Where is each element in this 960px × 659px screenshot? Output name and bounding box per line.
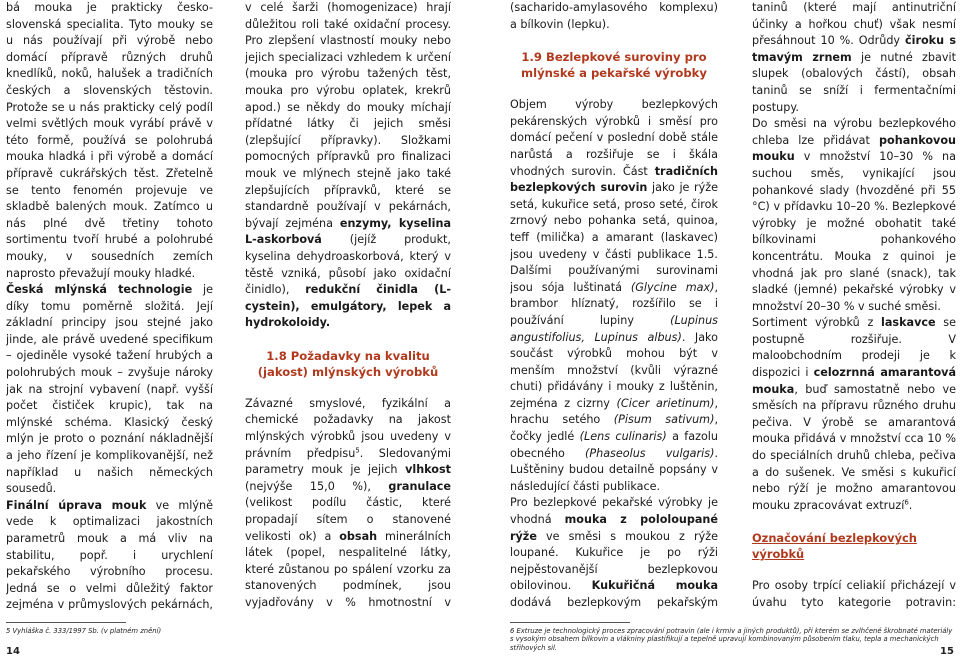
paragraph: Česká mlýnská technologie je díky tomu poměrně složitá. Její základní principy jsou stejné jako jinde, ale právě uvedené specifikum – ojediněle vysoké tažení hrubých a polohrubých mouk – zvyšuje nároky jak na strojní vybavení (např. vyšší počet čističek krupic), tak na mlýnské schéma. Klasický český mlýn je proto o poznání nákladnější a jeho řízení je komplikovanější, než například u našich německých sousedů. — [6, 283, 213, 496]
page-number-right: 15 — [940, 646, 954, 657]
right-page-column-2 — [752, 0, 956, 610]
section-heading: 1.9 Bezlepkové suroviny pro mlýnské a pekařské výrobky — [521, 50, 707, 81]
footnote-6: 6 Extruze je technologický proces zpracování potravin (ale i krmiv a jiných produktů), při kterém se zvlhčené škrobnaté materiály s vysokým obsahem bílkovin a vlákniny plastifikují a tepelně upravují kombinovaným působením tlaku, tepla a mechanických střihových sil. — [510, 627, 953, 652]
footnote-rule — [6, 622, 126, 623]
footnote-rule — [510, 622, 630, 623]
paragraph: Finální úprava mouk ve mlýně vede k optimalizaci jakostních parametrů mouk a má vliv na stabilitu, popř. i urychlení pekařského výrobního procesu. Jedná se o velmi důležitý faktor zejména v průmyslových pekárnách, — [6, 498, 213, 610]
left-page-column-2 — [245, 0, 451, 610]
subsection-heading: Označování bezlepkových výrobků — [752, 531, 917, 562]
paragraph: Sortiment výrobků z laskavce se postupně rozšiřuje. V maloobchodním prodeji je k dispozici i celozrnná amarantová mouka, buď samostatně nebo ve směsích na přípravu různého druhu pečiva. V ýrobě se amarantová mouka přidává v množství cca 10 % do speciálních druhů chleba, pečiva a do sušenek. Ve směsi s kukuřicí nebo rýží je možno amarantovou mouku zpracovávat extruzí$^6$. — [752, 316, 956, 512]
paragraph: Pro bezlepkové pekařské výrobky je vhodná mouka z pololoupané rýže ve směsi s moukou z rýže loupané. Kukuřice je po rýži nejpěstovanější bezlepkovou obilovinou. Kukuřičná mouka dodává bezlepkovým pekařským — [510, 496, 718, 609]
paragraph: bá mouka je prakticky česko-slovenská specialita. Tyto mouky se u nás používají při výrobě nebo domácí přípravě různých druhů knedlíků, noků, halušek a tradičních českých a slovenských těstovin. Protože se u nás prakticky celý podíl velmi světlých mouk vyrábí právě v této formě, používá se polohrubá mouka hladká i při výrobě a domácí přípravě cukrářských těst. Zřetelně se tento fenomén projevuje ve skladbě balených mouk. Zatímco u nás plné dvě třetiny tohoto sortimentu tvoří hrubé a polohrubé mouky, v sousedních zemích naprosto převažují mouky hladké. — [6, 1, 213, 280]
section-heading: 1.8 Požadavky na kvalitu (jakost) mlýnských výrobků — [257, 348, 439, 379]
paragraph: Objem výroby bezlepkových pekárenských výrobků i směsí pro domácí pečení v poslední době stále narůstá a rozšiřuje se i škála vhodných surovin. Část tradičních bezlepkových surovin jako je rýže setá, kukuřice setá, proso seté, čirok zrnový nebo pohanka setá, quinoa, teff (milička) a amarant (laskavec) jsou uvedeny v části publikace 1.5. Dalšími používanými surovinami jsou sója luštinatá (Glycine max), brambor hlíznatý, rozšířilo se i používání lupiny (Lupinus angustifolius, Lupinus albus). Jako součást výrobků mohou být v menším množství (kvůli výrazné chuti) přidávány i mouky z luštěnin, zejména z cizrny (Cicer arietinum), hrachu setého (Pisum sativum), čočky jedlé (Lens culinaris) a fazolu obecného (Phaseolus vulgaris). Luštěniny budou detailně popsány v následující části publikace. — [510, 98, 718, 493]
right-page-column-1 — [510, 0, 718, 610]
footnote-5: 5 Vyhláška č. 333/1997 Sb. (v platném znění) — [6, 627, 162, 635]
paragraph: Do směsi na výrobu bezlepkového chleba lze přidávat pohankovou mouku v množství 10–30 % na suchou směs, vynikající jsou pohankové slady (hvozděné při 55 °C) v přídavku 10–20 %. Bezlepkové výrobky je možné obohatit také bílkovinami pohankového koncentrátu. Mouka z quinoi je vhodná jak pro slané (snack), tak sladké (jemné) pekařské výrobky v množství 20–30 % v suché směsi. — [752, 117, 956, 313]
paragraph: v celé šarži (homogenizace) hrají důležitou roli také oxidační procesy. Pro zlepšení vlastností mouky nebo jejich specializaci vzhledem k určení (mouka pro výrobu tažených těst, mouka pro výrobu oplatek, krekrů apod.) se někdy do mouky míchají přídatné látky či jejich směsi (zlepšující přípravky). Složkami pomocných přípravků pro finalizaci mouk ve mlýnech stejně jako také zlepšujících přípravků, které se standardně používají v pekárnách, bývají zejména enzymy, kyselina L-askorbová (jejíž produkt, kyselina dehydroaskorbová, který v těstě vzniká, působí jako oxidační činidlo), redukční činidla (L-cystein), emulgátory, lepek a hydrokoloidy. — [245, 1, 451, 330]
paragraph: Pro osoby trpící celiakií přicházejí v úvahu tyto kategorie potravin: — [752, 579, 956, 609]
paragraph: (sacharido-amylasového komplexu) a bílkovin (lepku). — [510, 1, 718, 31]
page-number-left: 14 — [6, 646, 20, 657]
paragraph: Závazné smyslové, fyzikální a chemické požadavky na jakost mlýnských výrobků jsou uvedeny v právním předpisu$^5$. Sledovanými parametry mouk je jejich vlhkost (nejvýše 15,0 %), granulace (velikost podílu částic, které propadají sítem o stanovené velikosti ok) a obsah minerálních látek (popel, nespalitelné látky, které zůstanou po spálení vzorku za stanovených podmínek, jsou vyjadřovány v % hmotnostní v — [245, 396, 451, 609]
paragraph: taninů (které mají antinutriční účinky a hořkou chuť) však nesmí přesáhnout 10 %. Odrůdy čiroku s tmavým zrnem je nutné zbavit slupek (obalových částí), obsah taninů se sníží i fermentačními postupy. — [752, 1, 956, 114]
left-page-column-1 — [6, 0, 213, 610]
